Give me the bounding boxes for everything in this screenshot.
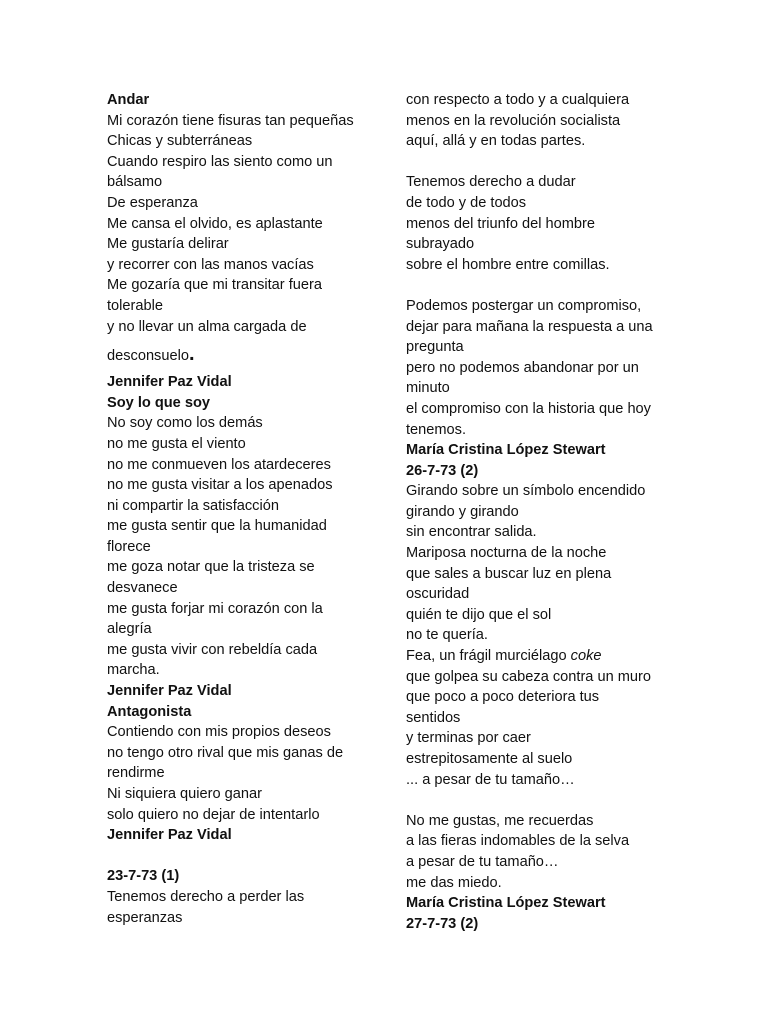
line-text: rendirme bbox=[107, 765, 165, 782]
poem-line bbox=[107, 455, 377, 476]
line-text: Tenemos derecho a perder las bbox=[107, 888, 305, 905]
line-text: no me gusta el viento bbox=[107, 435, 246, 452]
poem-line bbox=[107, 599, 377, 620]
line-text: Me gustaría delirar bbox=[107, 236, 229, 253]
poem-line bbox=[406, 131, 676, 152]
line-text: 26-7-73 (2) bbox=[406, 462, 479, 479]
poem-line bbox=[406, 358, 676, 379]
poem-line bbox=[406, 708, 676, 729]
line-text: alegría bbox=[107, 621, 152, 638]
line-text: María Cristina López Stewart bbox=[406, 442, 606, 459]
poem-line bbox=[406, 399, 676, 420]
poem-line bbox=[406, 687, 676, 708]
poem-heading bbox=[406, 914, 676, 935]
line-text: Andar bbox=[107, 92, 150, 108]
line-text: Me cansa el olvido, es aplastante bbox=[107, 215, 323, 232]
poem-line bbox=[406, 234, 676, 255]
line-text: subrayado bbox=[406, 236, 475, 253]
line-text: a las fieras indomables de la selva bbox=[406, 833, 630, 850]
line-text: Mariposa nocturna de la noche bbox=[406, 545, 607, 562]
line-text: de todo y de todos bbox=[406, 194, 527, 211]
poem-line bbox=[107, 275, 377, 296]
line-text: Fea, un frágil murciélago bbox=[406, 648, 571, 665]
poem-line bbox=[107, 908, 377, 929]
line-text: minuto bbox=[406, 380, 450, 397]
poem-line bbox=[107, 640, 377, 661]
line-text: pero no podemos abandonar por un bbox=[406, 359, 639, 376]
line-text: Jennifer Paz Vidal bbox=[107, 374, 232, 391]
line-text: Podemos postergar un compromiso, bbox=[406, 297, 642, 314]
line-text: menos en la revolución socialista bbox=[406, 112, 621, 129]
poem-line bbox=[107, 193, 377, 214]
poem-line bbox=[406, 111, 676, 132]
poem-line bbox=[107, 111, 377, 132]
poem-line bbox=[107, 214, 377, 235]
line-text: con respecto a todo y a cualquiera bbox=[406, 92, 630, 108]
poem-line bbox=[406, 337, 676, 358]
line-suffix: . bbox=[188, 343, 195, 366]
poem-heading bbox=[107, 681, 377, 702]
line-text: me gusta sentir que la humanidad bbox=[107, 518, 327, 535]
poem-line bbox=[107, 557, 377, 578]
poem-line bbox=[107, 337, 377, 372]
poem-line bbox=[406, 852, 676, 873]
line-text: florece bbox=[107, 538, 151, 555]
poem-line bbox=[406, 646, 676, 667]
line-text: estrepitosamente al suelo bbox=[406, 751, 573, 767]
line-text: menos del triunfo del hombre bbox=[406, 215, 596, 232]
line-text: desvanece bbox=[107, 580, 178, 597]
poem-line bbox=[406, 605, 676, 626]
poem-line bbox=[107, 743, 377, 764]
poem-line bbox=[107, 763, 377, 784]
poem-line bbox=[107, 784, 377, 805]
line-text: no tengo otro rival que mis ganas de bbox=[107, 744, 344, 761]
poem-line bbox=[107, 413, 377, 434]
poem-line bbox=[406, 481, 676, 502]
line-text: ... a pesar de tu tamaño… bbox=[406, 771, 575, 788]
line-text: Tenemos derecho a dudar bbox=[406, 174, 576, 191]
poem-line bbox=[406, 317, 676, 338]
line-text: que golpea su cabeza contra un muro bbox=[406, 668, 652, 685]
line-text: que sales a buscar luz en plena bbox=[406, 565, 612, 582]
poem-heading bbox=[107, 393, 377, 414]
line-text: oscuridad bbox=[406, 586, 470, 603]
poem-line bbox=[406, 749, 676, 770]
italic-word: coke bbox=[570, 648, 602, 665]
blank-line bbox=[406, 275, 676, 296]
poem-line bbox=[107, 722, 377, 743]
line-text: María Cristina López Stewart bbox=[406, 895, 606, 912]
poem-heading bbox=[107, 90, 377, 111]
line-text: y recorrer con las manos vacías bbox=[107, 256, 314, 273]
poem-line bbox=[107, 496, 377, 517]
poem-line bbox=[107, 475, 377, 496]
poem-line bbox=[406, 502, 676, 523]
poem-line bbox=[107, 234, 377, 255]
poem-line bbox=[406, 420, 676, 441]
poem-heading bbox=[406, 893, 676, 914]
blank-line bbox=[107, 846, 377, 867]
right-column bbox=[406, 90, 676, 934]
poem-line bbox=[406, 811, 676, 832]
line-text: tolerable bbox=[107, 297, 163, 314]
poem-line bbox=[406, 728, 676, 749]
line-text: desconsuelo bbox=[107, 348, 189, 365]
poem-line bbox=[406, 214, 676, 235]
poem-line bbox=[107, 660, 377, 681]
line-text: Chicas y subterráneas bbox=[107, 133, 253, 150]
poem-line bbox=[107, 131, 377, 152]
poem-heading bbox=[107, 866, 377, 887]
line-text: a pesar de tu tamaño… bbox=[406, 853, 559, 870]
line-text: girando y girando bbox=[406, 503, 519, 520]
line-text: Girando sobre un símbolo encendido bbox=[406, 483, 646, 500]
line-text: me goza notar que la tristeza se bbox=[107, 559, 315, 576]
line-text: quién te dijo que el sol bbox=[406, 606, 552, 623]
line-text: marcha. bbox=[107, 662, 160, 679]
poem-line bbox=[107, 434, 377, 455]
line-text: Antagonista bbox=[107, 703, 192, 720]
poem-line bbox=[107, 516, 377, 537]
line-text: que poco a poco deteriora tus bbox=[406, 689, 600, 706]
left-column bbox=[107, 90, 377, 928]
poem-line bbox=[107, 887, 377, 908]
line-text: y terminas por caer bbox=[406, 730, 531, 747]
line-text: aquí, allá y en todas partes. bbox=[406, 133, 586, 150]
line-text: Jennifer Paz Vidal bbox=[107, 683, 232, 700]
line-text: 27-7-73 (2) bbox=[406, 915, 479, 932]
line-text: y no llevar un alma cargada de bbox=[107, 318, 307, 335]
poem-heading bbox=[107, 825, 377, 846]
poem-line bbox=[406, 522, 676, 543]
poem-line bbox=[406, 378, 676, 399]
poem-line bbox=[107, 537, 377, 558]
poem-heading bbox=[107, 702, 377, 723]
poem-line bbox=[107, 172, 377, 193]
poem-line bbox=[107, 317, 377, 338]
blank-line bbox=[406, 790, 676, 811]
line-text: dejar para mañana la respuesta a una bbox=[406, 318, 653, 335]
poem-heading bbox=[107, 372, 377, 393]
poem-line bbox=[406, 193, 676, 214]
poem-heading bbox=[406, 461, 676, 482]
line-text: me gusta forjar mi corazón con la bbox=[107, 600, 323, 617]
poem-line bbox=[406, 667, 676, 688]
line-text: bálsamo bbox=[107, 174, 163, 191]
line-text: sin encontrar salida. bbox=[406, 524, 537, 541]
line-text: No soy como los demás bbox=[107, 415, 263, 432]
poem-line bbox=[107, 619, 377, 640]
line-text: Cuando respiro las siento como un bbox=[107, 153, 333, 170]
poem-line bbox=[406, 296, 676, 317]
line-text: sobre el hombre entre comillas. bbox=[406, 256, 610, 273]
line-text: solo quiero no dejar de intentarlo bbox=[107, 806, 320, 823]
poem-line bbox=[406, 543, 676, 564]
poem-line bbox=[107, 152, 377, 173]
poem-line bbox=[406, 770, 676, 791]
line-text: De esperanza bbox=[107, 194, 198, 211]
poem-heading bbox=[406, 440, 676, 461]
poem-line bbox=[107, 296, 377, 317]
line-text: no me conmueven los atardeceres bbox=[107, 456, 331, 473]
line-text: Mi corazón tiene fisuras tan pequeñas bbox=[107, 112, 354, 129]
poem-line bbox=[406, 831, 676, 852]
line-text: pregunta bbox=[406, 339, 464, 356]
poem-line bbox=[107, 255, 377, 276]
line-text: 23-7-73 (1) bbox=[107, 868, 180, 885]
blank-line bbox=[406, 152, 676, 173]
line-text: el compromiso con la historia que hoy bbox=[406, 400, 651, 417]
poem-line bbox=[406, 90, 676, 111]
poem-line bbox=[406, 625, 676, 646]
line-text: sentidos bbox=[406, 709, 461, 726]
poem-line bbox=[406, 873, 676, 894]
line-text: Jennifer Paz Vidal bbox=[107, 827, 232, 844]
line-text: tenemos. bbox=[406, 421, 467, 438]
line-text: No me gustas, me recuerdas bbox=[406, 812, 594, 829]
poem-line bbox=[406, 564, 676, 585]
poem-line bbox=[406, 584, 676, 605]
line-text: me das miedo. bbox=[406, 874, 502, 891]
line-text: ni compartir la satisfacción bbox=[107, 497, 279, 514]
poem-line bbox=[107, 578, 377, 599]
line-text: me gusta vivir con rebeldía cada bbox=[107, 641, 318, 658]
poem-line bbox=[406, 172, 676, 193]
line-text: Me gozaría que mi transitar fuera bbox=[107, 277, 322, 294]
line-text: no te quería. bbox=[406, 627, 488, 644]
line-text: Soy lo que soy bbox=[107, 394, 210, 411]
line-text: esperanzas bbox=[107, 909, 183, 926]
line-text: no me gusta visitar a los apenados bbox=[107, 477, 333, 494]
poem-line bbox=[107, 805, 377, 826]
line-text: Contiendo con mis propios deseos bbox=[107, 724, 331, 741]
line-text: Ni siquiera quiero ganar bbox=[107, 786, 262, 802]
poem-line bbox=[406, 255, 676, 276]
